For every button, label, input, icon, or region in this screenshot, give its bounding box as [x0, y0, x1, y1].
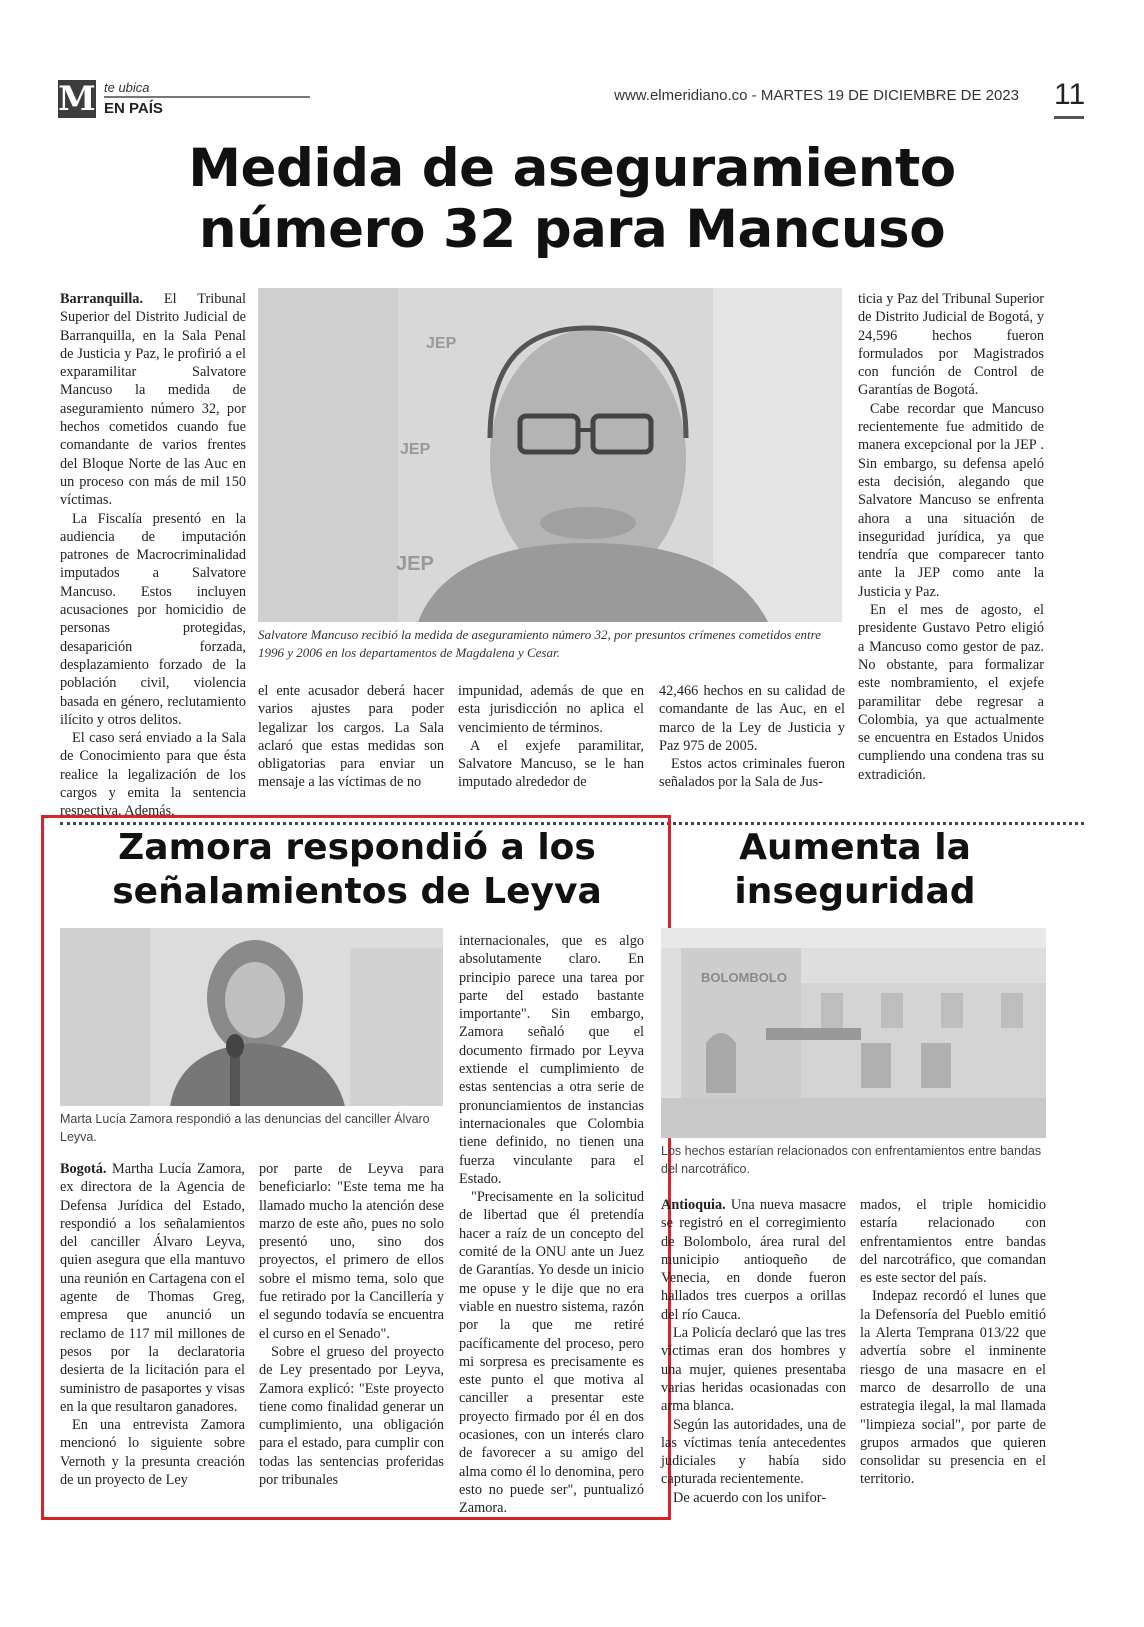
section-rule	[104, 96, 310, 98]
page-number-rule	[1054, 116, 1084, 119]
article2-column-3	[459, 932, 644, 1518]
article2-column-1	[60, 1160, 245, 1489]
article3-col2-para: mados, el triple homicidio estaría relacionado con enfrentamientos entre bandas del narcotráfico, que comandan es este sector del país.	[860, 1197, 1046, 1287]
article2-col1-text: Martha Lucía Zamora, ex directora de la Agencia de Defensa Jurídica del Estado, respondió a los señalamientos del canciller Álvaro Leyva, quien asegura que ella mantuvo una reunión en Cartagena con el agente de Thomas Greg, empresa que anunció un reclamo de 117 mil millones de pesos por la declaratoria desierta de la licitación para el suministro de pasaportes y visas en la que resultaron ganadores.	[60, 1161, 245, 1415]
bolombolo-photo-illustration	[661, 928, 1046, 1138]
article2-dateline-lead: Bogotá.	[60, 1161, 107, 1177]
article1-col4-para: 42,466 hechos en su calidad de comandante de las Auc, en el marco de la Ley de Justicia y Paz 975 de 2005.	[659, 683, 845, 754]
article1-col2-para: el ente acusador deberá hacer varios ajustes para poder legalizar los cargos. La Sala aclaró que estas medidas son obligatorias para enviar un mensaje a las víctimas de no	[258, 683, 444, 791]
dateline: www.elmeridiano.co - MARTES 19 DE DICIEMBRE DE 2023	[614, 87, 1019, 104]
article2-col3-para: "Precisamente en la solicitud de libertad que él pretendía hacer a raíz de un concepto del comité de la ONU ante un Juez de Garantías. Yo desde un inicio me opuse y le dije que no era viable en nuestro sistema, razón por la que me retiré pacíficamente del proceso, pero mi sorpresa es precisamente es este punto el que motiva al canciller a presentar este proyecto firmado por él en dos ocasiones, con un interés claro de favorecer a su amigo del alma como él lo denomina, pero esto no puede ser", puntualizó Zamora.	[459, 1189, 644, 1517]
jep-logo-text: JEP	[426, 335, 457, 352]
article2-col2-para: Sobre el grueso del proyecto de Ley presentado por Leyva, Zamora explicó: "Este proyecto tiene como finalidad generar un cumplimiento, una obligación para el estado, para cumplir con todas las sentencias proferidas por tribunales	[259, 1343, 444, 1489]
article2-photo	[60, 928, 443, 1106]
article3-headline-line1: Aumenta la	[739, 827, 971, 868]
article3-col2-para: Indepaz recordó el lunes que la Defensoría del Pueblo emitió la Alerta Temprana 013/22 que advertía sobre el inminente riesgo de una masacre en el marco de desarrollo de una estrategia ilegal, la mal llamada "limpieza social", por parte de grupos armados que quieren consolidar su presencia en el territorio.	[860, 1288, 1046, 1488]
article3-col1-para: La Policía declaró que las tres víctimas eran dos hombres y una mujer, quienes presentaba varias heridas ocasionadas con arma blanca.	[661, 1325, 846, 1415]
article3-column-1	[661, 1196, 846, 1507]
article2-headline-line1: Zamora respondió a los	[118, 827, 596, 868]
article3-dateline-lead: Antioquia.	[661, 1197, 726, 1213]
mancuso-photo-illustration	[258, 288, 842, 622]
jep-logo-text: JEP	[396, 553, 434, 575]
article1-photo-caption: Salvatore Mancuso recibió la medida de aseguramiento número 32, por presuntos crímenes cometidos entre 1996 y 2006 en los departamentos de Magdalena y Cesar.	[258, 627, 821, 660]
article3-col1-text: Una nueva masacre se registró en el corregimiento de Bolombolo, área rural del municipio antioqueño de Venecia, en donde fueron hallados tres cuerpos a orillas del río Cauca.	[661, 1197, 846, 1323]
article1-headline	[60, 138, 1084, 260]
page-number: 11	[1054, 78, 1086, 111]
article1-col1-para: La Fiscalía presentó en la audiencia de imputación patrones de Macrocriminalidad imputados a Salvatore Mancuso. Estos incluyen acusaciones por homicidio de personas protegidas, desaparición forzada, desplazamiento forzado de la población civil, violencia basada en género, reclutamiento ilícito y otros delitos.	[60, 510, 246, 728]
article1-col1-para	[60, 290, 246, 510]
article1-headline-line1: Medida de aseguramiento	[188, 138, 956, 199]
article1-photo	[258, 288, 842, 622]
article2-headline	[60, 826, 654, 914]
article1-col3-para: A el exjefe paramilitar, Salvatore Mancuso, se le han imputado alrededor de	[458, 737, 644, 791]
article2-column-2	[259, 1160, 444, 1489]
article1-col1-text: El Tribunal Superior del Distrito Judicial de Barranquilla, en la Sala Penal de Justicia y Paz, le profirió a el exparamilitar Salvatore Mancuso la medida de aseguramiento número 32, por hechos cometidos cuando fue comandante de varios frentes del Bloque Norte de las Auc en un proceso con más de mil 150 víctimas.	[60, 291, 246, 509]
article1-column-1	[60, 290, 246, 821]
article1-dateline-lead: Barranquilla.	[60, 291, 144, 307]
article3-col1-para	[661, 1196, 846, 1324]
article2-col2-para: por parte de Leyva para beneficiarlo: "Este tema me ha llamado mucho la atención dese marzo de este año, pues no solo presentó uno, sino dos proyectos, el primero de ellos sobre el mismo tema, solo que fue retirado por la Cancillería y el segundo todavía se encuentra el curso en el Senado".	[259, 1161, 444, 1342]
tagline: te ubica	[104, 80, 150, 95]
jep-logo-text: JEP	[400, 441, 431, 458]
article2-col1-para	[60, 1160, 245, 1416]
article1-column-5	[858, 290, 1044, 784]
article2-photo-caption: Marta Lucía Zamora respondió a las denuncias del canciller Álvaro Leyva.	[60, 1112, 430, 1144]
article3-col1-para: De acuerdo con los unifor-	[673, 1489, 826, 1506]
article3-column-2	[860, 1196, 1046, 1489]
article3-photo	[661, 928, 1046, 1138]
article1-column-4	[659, 682, 845, 792]
article1-col5-para: Cabe recordar que Mancuso recientemente fue admitido de manera excepcional por la JEP . Sin embargo, su defensa apeló esta decisión, alegando que Salvatore Mancuso se enfrenta ahora a una situación de inseguridad jurídica, ya que tendría que comparecer tanto ante la JEP como ante la Justicia y Paz.	[858, 400, 1044, 600]
article1-column-3	[458, 682, 644, 792]
section-label: EN PAÍS	[104, 100, 163, 117]
zamora-photo-illustration	[60, 928, 443, 1106]
article1-column-2	[258, 682, 444, 792]
article1-col5-para: ticia y Paz del Tribunal Superior de Distrito Judicial de Bogotá, y 24,596 hechos fueron formulados por Magistrados con función de Control de Garantías de Bogotá.	[858, 291, 1044, 399]
article2-headline-line2: señalamientos de Leyva	[112, 871, 602, 912]
article1-headline-line2: número 32 para Mancuso	[198, 199, 946, 260]
newspaper-logo: M	[58, 79, 96, 119]
article2-col3-para: internacionales, que es algo absolutamente claro. En principio parece una tarea por parte del estado bastante importante". Sin embargo, Zamora señaló que el documento firmado por Leyva extiende el cumplimiento de estas sentencias a otra serie de pronunciamientos de instancias internacionales que Colombia tiene definido, no tienen una fuerza vinculante para el Estado.	[459, 933, 644, 1187]
article1-col4-para: Estos actos criminales fueron señalados por la Sala de Jus-	[659, 756, 845, 791]
article3-headline-line2: inseguridad	[734, 871, 976, 912]
article3-col1-para: Según las autoridades, una de las víctimas tenía antecedentes judiciales y había sido capturada recientemente.	[661, 1416, 846, 1488]
bolombolo-sign-text: BOLOMBOLO	[701, 970, 787, 985]
article3-headline	[660, 826, 1050, 914]
article1-col3-para: impunidad, además de que en esta jurisdicción no aplica el vencimiento de términos.	[458, 683, 644, 736]
article2-col1-para: En una entrevista Zamora mencionó lo siguiente sobre Vernoth y la presunta creación de un proyecto de Ley	[60, 1417, 245, 1489]
article1-col1-para: El caso será enviado a la Sala de Conocimiento para que ésta realice la legalización de los cargos y emita la sentencia respectiva. Además,	[60, 730, 246, 820]
article3-photo-caption: Los hechos estarían relacionados con enfrentamientos entre bandas del narcotráfico.	[661, 1144, 1042, 1176]
article1-col5-para: En el mes de agosto, el presidente Gustavo Petro eligió a Mancuso como gestor de paz. No obstante, para formalizar este nombramiento, el exjefe paramilitar debe regresar a Colombia, ya que actualmente se encuentra en Estados Unidos cumpliendo una condena tras su extradición.	[858, 602, 1044, 783]
